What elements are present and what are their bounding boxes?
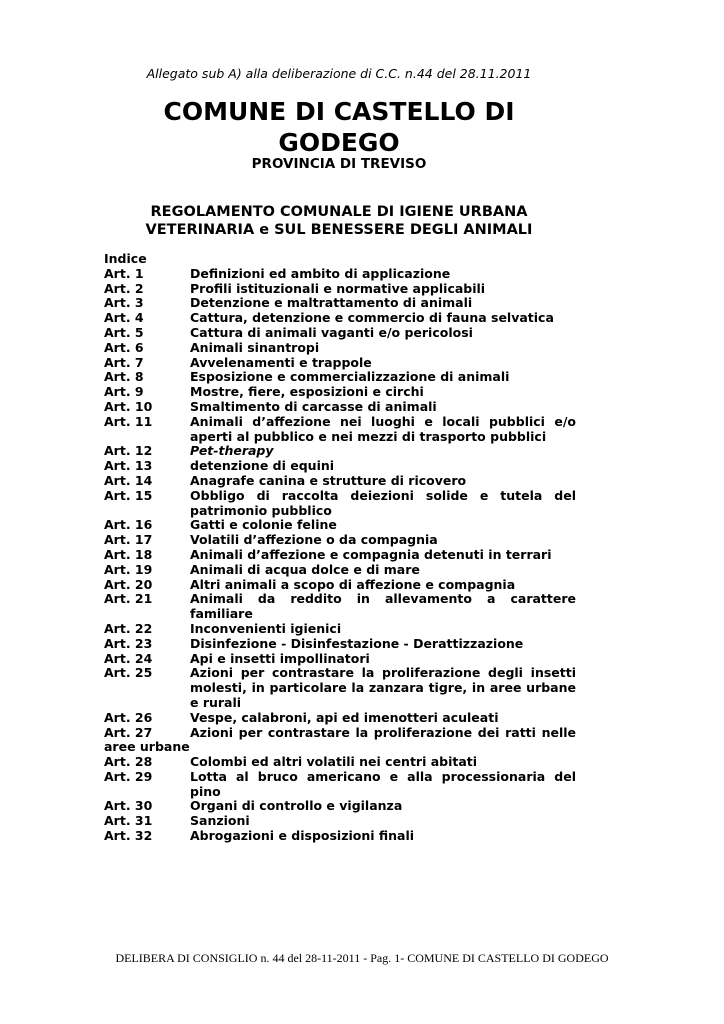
article-title: Mostre, fiere, esposizioni e circhi (190, 384, 424, 400)
article-number: Art. 18 (104, 546, 153, 562)
article-number: Art. 6 (104, 339, 144, 355)
index-item (104, 755, 576, 770)
index-item (104, 311, 576, 326)
article-number: Art. 21 (104, 591, 153, 607)
article-number: Art. 4 (104, 310, 144, 326)
regulation-title-line1: REGOLAMENTO COMUNALE DI IGIENE URBANA (150, 204, 528, 220)
article-number: Art. 10 (104, 398, 153, 414)
article-title: Animali d’affezione e compagnia detenuti in terrari (190, 546, 552, 562)
article-title: Profili istituzionali e normative applicabili (190, 280, 486, 296)
index-item (104, 385, 576, 400)
article-title: Obbligo di raccolta deiezioni solide e tutela del patrimonio pubblico (190, 487, 576, 518)
index-item (104, 578, 576, 593)
article-number: Art. 27 (104, 724, 153, 740)
article-number: Art. 8 (104, 369, 144, 385)
article-title: Definizioni ed ambito di applicazione (190, 265, 451, 281)
table-of-contents (104, 252, 576, 844)
index-item (104, 829, 576, 844)
article-number: Art. 28 (104, 754, 153, 770)
article-number: Art. 12 (104, 443, 153, 459)
article-title: Volatili d’affezione o da compagnia (190, 532, 438, 548)
index-item (104, 666, 576, 710)
article-title: Cattura di animali vaganti e/o pericolosi (190, 324, 473, 340)
index-item (104, 356, 576, 371)
article-title: Detenzione e maltrattamento di animali (190, 295, 473, 311)
article-title: Abrogazioni e disposizioni finali (190, 828, 415, 844)
index-item (104, 326, 576, 341)
article-title: Azioni per contrastare la proliferazione dei ratti nelle aree urbane (104, 724, 576, 755)
index-item (104, 341, 576, 356)
article-title: Vespe, calabroni, api ed imenotteri aculeati (190, 709, 499, 725)
regulation-title-line2: VETERINARIA e SUL BENESSERE DEGLI ANIMALI (145, 222, 533, 238)
article-title: Animali di acqua dolce e di mare (190, 561, 420, 577)
article-number: Art. 1 (104, 265, 144, 281)
index-item (104, 518, 576, 533)
regulation-title (0, 203, 678, 239)
article-number: Art. 30 (104, 798, 153, 814)
index-item (104, 652, 576, 667)
article-title: Api e insetti impollinatori (190, 650, 370, 666)
article-number: Art. 29 (104, 768, 153, 784)
article-number: Art. 7 (104, 354, 144, 370)
article-title: Cattura, detenzione e commercio di fauna selvatica (190, 310, 554, 326)
index-item (104, 814, 576, 829)
article-title: Lotta al bruco americano e alla processionaria del pino (190, 768, 576, 799)
article-title: Disinfezione - Disinfestazione - Derattizzazione (190, 635, 524, 651)
article-number: Art. 20 (104, 576, 153, 592)
index-item (104, 400, 576, 415)
article-title: Colombi ed altri volatili nei centri abitati (190, 754, 478, 770)
index-item (104, 548, 576, 563)
article-number: Art. 24 (104, 650, 153, 666)
article-title: Esposizione e commercializzazione di animali (190, 369, 510, 385)
article-number: Art. 11 (104, 413, 153, 429)
province-name: PROVINCIA DI TREVISO (251, 156, 427, 172)
index-item (104, 267, 576, 282)
article-number: Art. 5 (104, 324, 144, 340)
article-number: Art. 23 (104, 635, 153, 651)
article-number: Art. 3 (104, 295, 144, 311)
index-item (104, 489, 576, 519)
index-item (104, 474, 576, 489)
article-title: Inconvenienti igienici (190, 620, 342, 636)
article-number: Art. 14 (104, 472, 153, 488)
index-item (104, 533, 576, 548)
article-title: Avvelenamenti e trappole (190, 354, 372, 370)
index-item (104, 711, 576, 726)
article-number: Art. 32 (104, 828, 153, 844)
index-item (104, 770, 576, 800)
index-item (104, 799, 576, 814)
article-title: Animali sinantropi (190, 339, 320, 355)
index-heading: Indice (104, 251, 147, 266)
municipality-title: COMUNE DI CASTELLO DI GODEGO (163, 97, 515, 157)
index-item (104, 726, 576, 756)
index-item (104, 444, 576, 459)
page-footer: DELIBERA DI CONSIGLIO n. 44 del 28-11-2011 - Pag. 1- COMUNE DI CASTELLO DI GODEGO (115, 951, 609, 965)
article-number: Art. 17 (104, 532, 153, 548)
article-number: Art. 22 (104, 620, 153, 636)
index-item (104, 415, 576, 445)
article-title: Animali da reddito in allevamento a carattere familiare (190, 591, 576, 622)
index-item (104, 592, 576, 622)
article-title: Altri animali a scopo di affezione e compagnia (190, 576, 516, 592)
index-item (104, 622, 576, 637)
index-item (104, 282, 576, 297)
article-number: Art. 19 (104, 561, 153, 577)
article-number: Art. 13 (104, 458, 153, 474)
article-number: Art. 16 (104, 517, 153, 533)
article-title: Pet-therapy (190, 443, 274, 459)
annex-reference: Allegato sub A) alla deliberazione di C.C. n.44 del 28.11.2011 (146, 66, 532, 81)
article-title: Azioni per contrastare la proliferazione degli insetti molesti, in particolare la zanzara tigre, in aree urbane e rurali (190, 665, 576, 710)
article-number: Art. 15 (104, 487, 153, 503)
article-title: Animali d’affezione nei luoghi e locali pubblici e/o aperti al pubblico e nei mezzi di trasporto pubblici (190, 413, 576, 444)
article-title: Sanzioni (190, 813, 250, 829)
article-title: detenzione di equini (190, 458, 335, 474)
article-title: Gatti e colonie feline (190, 517, 337, 533)
index-item (104, 370, 576, 385)
article-title: Organi di controllo e vigilanza (190, 798, 403, 814)
article-number: Art. 25 (104, 665, 153, 681)
article-title: Smaltimento di carcasse di animali (190, 398, 437, 414)
article-number: Art. 26 (104, 709, 153, 725)
index-item (104, 563, 576, 578)
article-number: Art. 2 (104, 280, 144, 296)
index-item (104, 637, 576, 652)
article-number: Art. 31 (104, 813, 153, 829)
article-title: Anagrafe canina e strutture di ricovero (190, 472, 467, 488)
index-item (104, 296, 576, 311)
index-item (104, 459, 576, 474)
article-number: Art. 9 (104, 384, 144, 400)
